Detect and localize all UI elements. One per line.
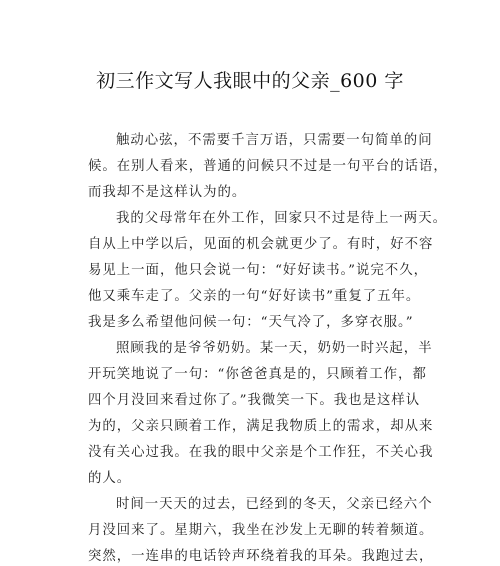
text-line: 没有关心过我。在我的眼中父亲是个工作狂，不关心我 xyxy=(88,445,434,460)
text-line: 我是多么希望他问候一句：“天气冷了，多穿衣服。” xyxy=(88,315,414,330)
text-line: 而我却不是这样认为的。 xyxy=(88,185,247,200)
text-line: 的人。 xyxy=(88,471,132,486)
text-line: 月没回来了。星期六，我坐在沙发上无聊的转着频道。 xyxy=(88,523,434,538)
document-body xyxy=(88,128,448,566)
paragraph xyxy=(88,492,434,566)
text-line: 为的，父亲只顾着工作，满足我物质上的需求，却从来 xyxy=(88,419,434,434)
text-line: 照顾我的是爷爷奶奶。某一天，奶奶一时兴起，半 xyxy=(116,341,433,356)
text-line: 四个月没回来看过你了。”我微笑一下。我也是这样认 xyxy=(88,393,421,408)
paragraph xyxy=(88,336,434,492)
text-line: 自从上中学以后，见面的机会就更少了。有时，好不容 xyxy=(88,237,434,252)
document-title: 初三作文写人我眼中的父亲_600 字 xyxy=(96,70,404,92)
text-line: 时间一天天的过去，已经到的冬天，父亲已经六个 xyxy=(116,497,433,512)
text-line: 我的父母常年在外工作，回家只不过是待上一两天。 xyxy=(116,211,447,226)
text-line: 候。在别人看来，普通的问候只不过是一句平台的话语， xyxy=(88,159,448,174)
text-line: 易见上一面，他只会说一句：“好好读书。”说完不久， xyxy=(88,263,428,278)
text-line: 他又乘车走了。父亲的一句“好好读书”重复了五年。 xyxy=(88,289,421,304)
text-line: 突然，一连串的电话铃声环绕着我的耳朵。我跑过去， xyxy=(88,549,434,564)
paragraph xyxy=(88,206,447,336)
paragraph xyxy=(88,128,448,206)
text-line: 开玩笑地说了一句：“你爸爸真是的，只顾着工作，都 xyxy=(88,367,427,382)
text-line: 触动心弦，不需要千言万语，只需要一句简单的问 xyxy=(116,133,433,148)
